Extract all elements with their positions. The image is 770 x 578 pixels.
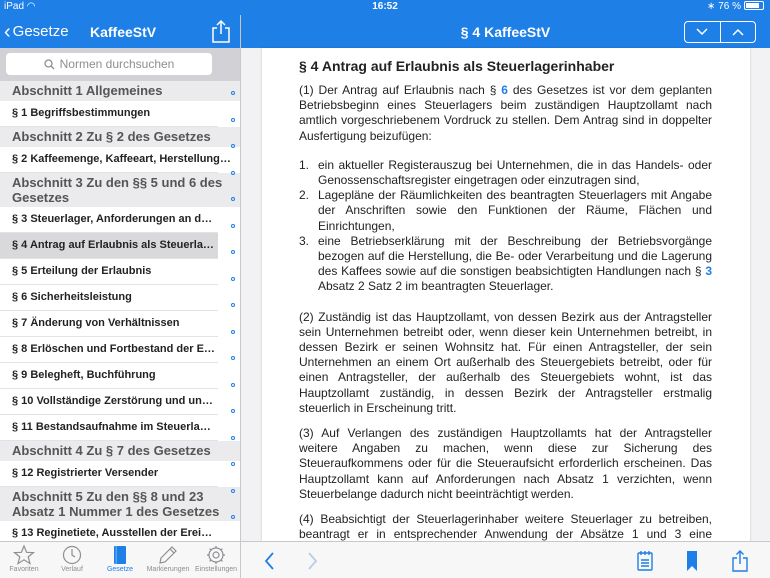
search-input[interactable] xyxy=(6,53,212,75)
tab-markierungen[interactable] xyxy=(144,542,192,578)
list-number: 2. xyxy=(299,188,310,203)
section-header: Abschnitt 5 Zu den §§ 8 und 23 Absatz 1 Nummer 1 des Gesetzes xyxy=(0,487,240,521)
paragraph-3: (3) Auf Verlangen des zuständigen Hauptzollamts hat der Antragsteller weitere Angaben zu machen, wenn diese zur Sicherung des Steueraufkommens oder für die Steueraufsicht erforderlich erscheinen. Das Hauptzollamt kann auf Anforderungen nach Absatz 1 verzichten, wenn Steuerbelange dadurch nicht beeinträchtigt werden. xyxy=(299,426,712,501)
requirements-list xyxy=(299,158,712,295)
index-dot xyxy=(231,303,235,307)
index-dot xyxy=(231,489,235,493)
chevron-up-icon xyxy=(732,28,744,36)
star-icon xyxy=(13,545,35,565)
sidebar-item[interactable]: § 6 Sicherheitsleistung xyxy=(0,285,218,311)
prev-next-segment xyxy=(684,21,756,43)
back-button[interactable] xyxy=(4,21,69,44)
list-item xyxy=(299,188,712,234)
search-placeholder: Normen durchsuchen xyxy=(59,57,175,71)
paragraph-1 xyxy=(299,83,712,144)
content-title: § 4 KaffeeStV xyxy=(460,24,551,40)
link-paragraph-6[interactable]: 6 xyxy=(501,83,508,97)
index-dot xyxy=(231,118,235,122)
index-dot xyxy=(231,330,235,334)
search-icon xyxy=(44,59,55,70)
link-paragraph-3[interactable]: 3 xyxy=(705,264,712,279)
section-index-bar[interactable] xyxy=(226,81,240,541)
sidebar-item[interactable]: § 1 Begriffsbestimmungen xyxy=(0,101,218,127)
paragraph-1-text-b: des Gesetzes ist vor dem geplanten Betriebsbeginn eines Steuerlagers beim zuständigen Hauptzollamt nach amtlich vorgeschriebenem Vordruck zu stellen. Dem Antrag sind in doppelter Ausfertigung beizufügen: xyxy=(299,83,712,143)
content-navbar xyxy=(241,15,770,48)
back-label: Gesetze xyxy=(12,23,69,40)
list-text: ein aktueller Registerauszug bei Unternehmen, die in das Handels- oder Genossenschaftsregister eingetragen oder einzutragen sind, xyxy=(318,157,712,188)
norm-list xyxy=(0,81,240,547)
list-item xyxy=(299,234,712,295)
gear-icon xyxy=(205,545,227,565)
list-text-b: Absatz 2 Satz 2 im beantragten Steuerlager. xyxy=(318,279,554,294)
book-icon xyxy=(109,545,131,565)
tab-favoriten[interactable] xyxy=(0,542,48,578)
tab-bar xyxy=(0,541,240,578)
sidebar-item[interactable]: § 4 Antrag auf Erlaubnis als Steuerla… xyxy=(0,233,218,259)
paragraph-2: (2) Zuständig ist das Hauptzollamt, von dessen Bezirk aus der Antragsteller sein Unternehmen betreibt oder, wenn dieser kein Unternehmen betreibt, in dessen Bezirk er seinen Wohnsitz hat. Für einen Antragsteller, der sein Unternehmen an einem Ort außerhalb des Steuergebiets betreibt, oder für einen Antragsteller, der außerhalb des Steuergebiets wohnt, ist das Hauptzollamt zuständig, in dessen Bezirk der Antragsteller erstmalig steuerlich in Erscheinung tritt. xyxy=(299,309,712,415)
status-time: 16:52 xyxy=(372,1,398,12)
bookmark-icon[interactable] xyxy=(686,550,698,572)
list-number: 1. xyxy=(299,157,310,172)
share-icon[interactable] xyxy=(210,19,232,43)
sidebar-item[interactable]: § 5 Erteilung der Erlaubnis xyxy=(0,259,218,285)
pencil-icon xyxy=(157,545,179,565)
index-dot xyxy=(231,436,235,440)
tab-verlauf[interactable] xyxy=(48,542,96,578)
back-arrow-icon[interactable] xyxy=(263,550,275,572)
sidebar-navbar xyxy=(0,15,240,48)
wifi-icon: ◠ xyxy=(26,1,36,12)
status-bar xyxy=(0,0,770,15)
battery-percent: 76 % xyxy=(718,1,741,12)
search-bar xyxy=(0,48,240,81)
index-dot xyxy=(231,91,235,95)
sidebar xyxy=(0,48,240,541)
index-dot xyxy=(231,462,235,466)
sidebar-item[interactable]: § 7 Änderung von Verhältnissen xyxy=(0,311,218,337)
section-header: Abschnitt 4 Zu § 7 des Gesetzes xyxy=(0,441,240,461)
tab-gesetze[interactable] xyxy=(96,542,144,578)
index-dot xyxy=(231,171,235,175)
index-dot xyxy=(231,224,235,228)
index-dot xyxy=(231,197,235,201)
tab-label: Favoriten xyxy=(9,566,39,573)
bluetooth-icon: ∗ xyxy=(707,1,716,12)
list-item xyxy=(299,158,712,188)
index-dot xyxy=(231,277,235,281)
sidebar-item[interactable]: § 11 Bestandsaufnahme im Steuerla… xyxy=(0,415,218,441)
battery-icon xyxy=(744,1,764,10)
index-dot xyxy=(231,250,235,254)
sidebar-title: KaffeeStV xyxy=(90,24,157,40)
status-right xyxy=(707,1,764,12)
chevron-left-icon: ‹ xyxy=(4,21,11,43)
document-heading: § 4 Antrag auf Erlaubnis als Steuerlagerinhaber xyxy=(299,58,615,74)
sidebar-item[interactable]: § 9 Belegheft, Buchführung xyxy=(0,363,218,389)
index-dot xyxy=(231,515,235,519)
sidebar-item[interactable]: § 2 Kaffeemenge, Kaffeeart, Herstellung… xyxy=(0,147,218,173)
section-header: Abschnitt 2 Zu § 2 des Gesetzes xyxy=(0,127,240,147)
list-text-a: eine Betriebserklärung mit der Beschreibung der Betriebsvorgänge bezogen auf die Herstellung, die Be- oder Verarbeitung und die Lagerung des Kaffees sowie auf die sonstigen beabsichtigten Handlungen nach § xyxy=(318,233,712,279)
forward-arrow-icon[interactable] xyxy=(307,550,319,572)
device-label: iPad xyxy=(4,1,25,12)
tab-label: Verlauf xyxy=(61,566,83,573)
notes-icon[interactable] xyxy=(637,550,653,572)
index-dot xyxy=(231,383,235,387)
sidebar-item[interactable]: § 13 Reginetiete, Ausstellen der Erei… xyxy=(0,521,218,547)
sidebar-item[interactable]: § 8 Erlöschen und Fortbestand der E… xyxy=(0,337,218,363)
paragraph-1-text-a: (1) Der Antrag auf Erlaubnis nach § xyxy=(299,83,502,97)
tab-label: Gesetze xyxy=(106,566,134,573)
prev-section-button[interactable] xyxy=(720,22,756,42)
document-page xyxy=(262,48,750,541)
section-header: Abschnitt 1 Allgemeines xyxy=(0,81,240,101)
index-dot xyxy=(231,356,235,360)
clock-icon xyxy=(61,545,83,565)
tab-label: Markierungen xyxy=(146,566,190,573)
section-header: Abschnitt 3 Zu den §§ 5 und 6 des Gesetzes xyxy=(0,173,240,207)
share-icon[interactable] xyxy=(731,550,749,572)
next-section-button[interactable] xyxy=(685,22,720,42)
index-dot xyxy=(231,144,235,148)
sidebar-item[interactable]: § 3 Steuerlager, Anforderungen an d… xyxy=(0,207,218,233)
sidebar-item[interactable]: § 12 Registrierter Versender xyxy=(0,461,218,487)
chevron-down-icon xyxy=(696,28,708,36)
list-text: Lagepläne der Räumlichkeiten des beantragten Steuerlagers mit Angabe der Anschriften sowie den Funktionen der Räume, Flächen und Einrichtungen, xyxy=(318,188,712,233)
tab-einstellungen[interactable] xyxy=(192,542,240,578)
paragraph-4: (4) Beabsichtigt der Steuerlagerinhaber weitere Steuerlager zu betreiben, beantragt er in entsprechender Anwendung der Absätze 1 und 3 eine xyxy=(299,512,712,542)
tab-label: Einstellungen xyxy=(194,566,238,573)
sidebar-item[interactable]: § 10 Vollständige Zerstörung und un… xyxy=(0,389,218,415)
content-toolbar xyxy=(241,541,770,578)
list-number: 3. xyxy=(299,233,310,248)
index-dot xyxy=(231,409,235,413)
